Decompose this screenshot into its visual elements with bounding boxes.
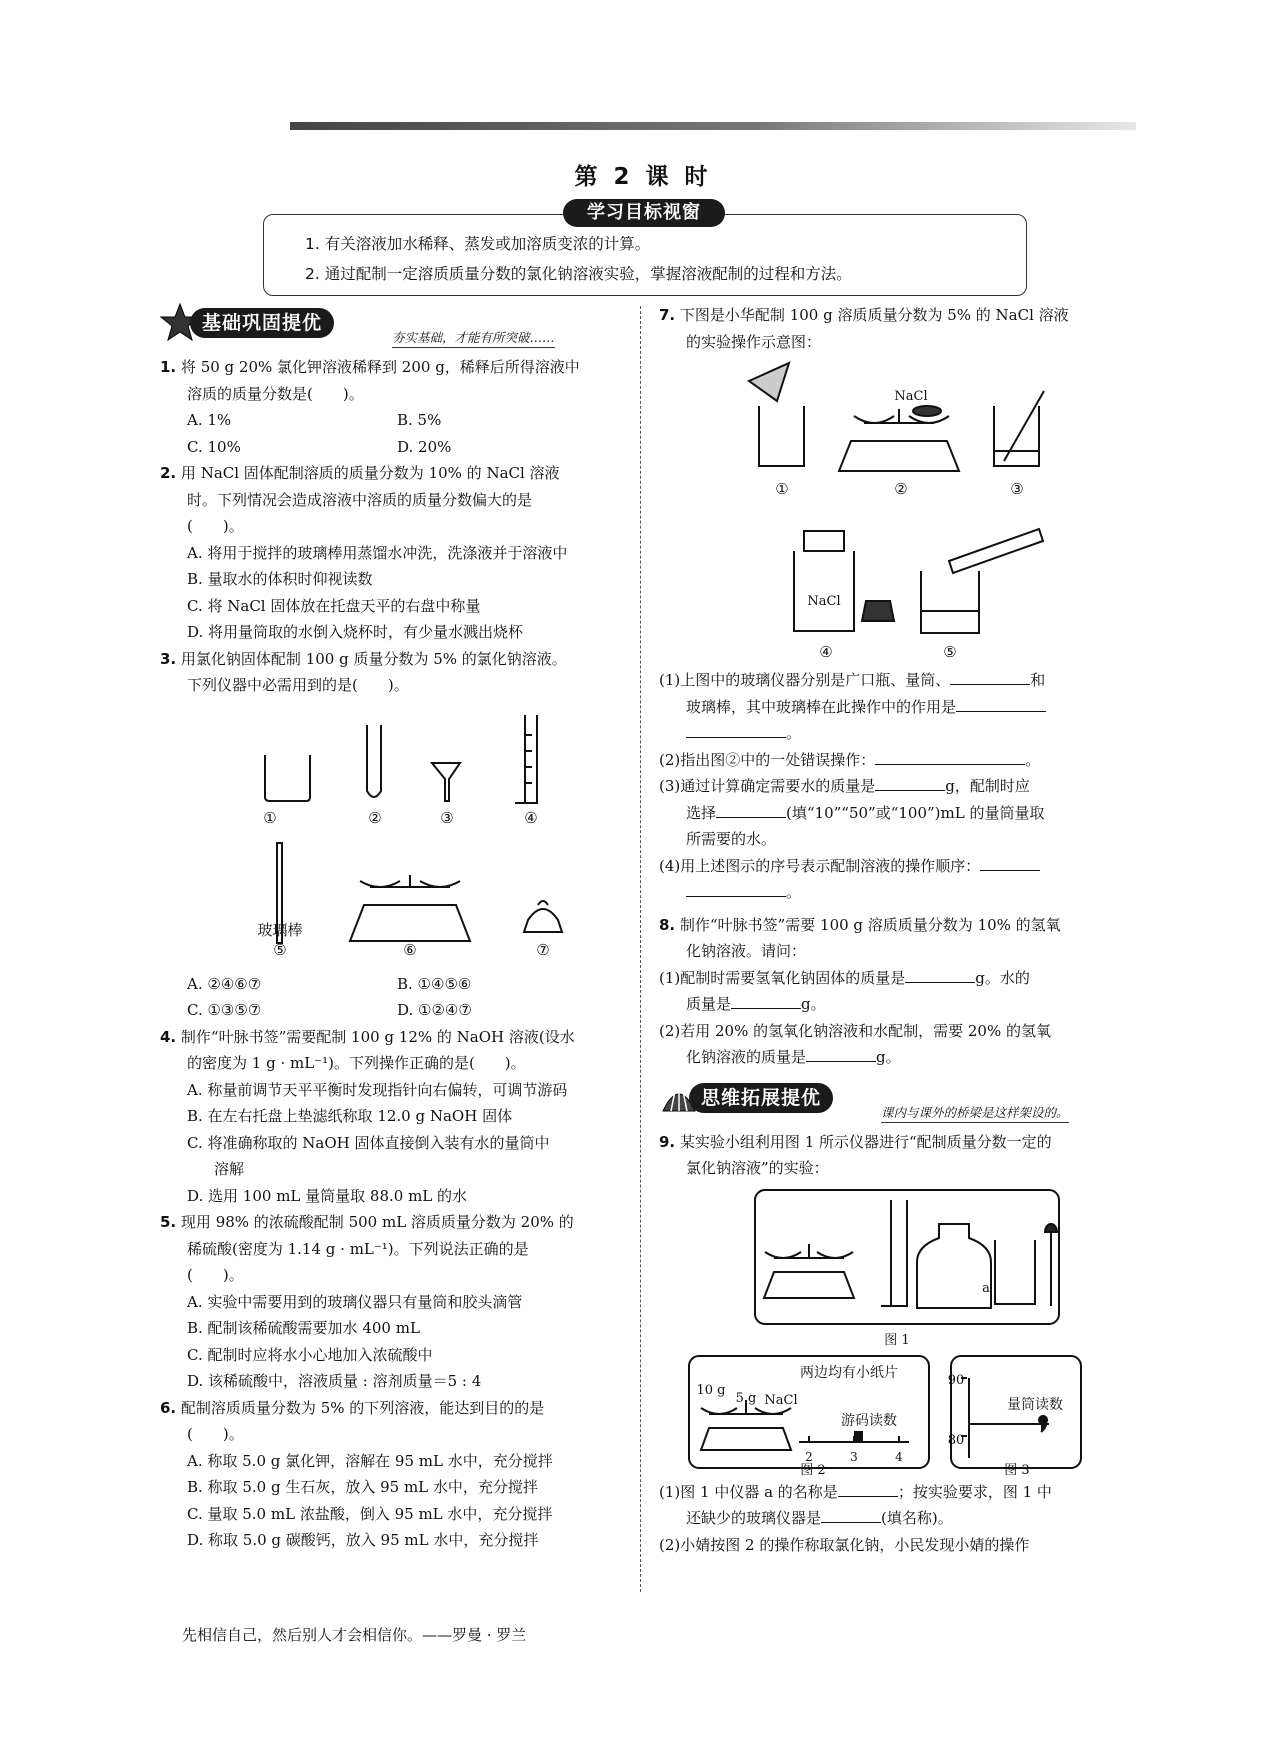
q3-line: 用氯化钠固体配制 100 g 质量分数为 5% 的氯化钠溶液。 (180, 649, 567, 668)
q7-label-1: ① (775, 480, 789, 498)
beaker-water (921, 571, 979, 633)
q7-sub3-text3: 选择 (686, 803, 717, 822)
q9-sub2-text: (2)小婧按图 2 的操作称取氯化钠，小民发现小婧的操作 (659, 1535, 1030, 1554)
fig3-caption: 图 3 (1004, 1462, 1030, 1478)
q7-line: 下图是小华配制 100 g 溶质质量分数为 5% 的 NaCl 溶液 (679, 306, 1069, 324)
q8-blank-1[interactable] (905, 966, 975, 983)
q8-sub1-text: (1)配制时需要氢氧化钠固体的质量是 (659, 968, 906, 987)
q3-label-7: ⑦ (536, 940, 550, 959)
q7-bottle-nacl: NaCl (807, 594, 841, 609)
balance-weighing (839, 441, 959, 471)
q3-option-b: B. ①④⑤⑥ (397, 974, 472, 993)
question-7 (659, 302, 1127, 906)
q4-line: 制作“叶脉书签”需要配制 100 g 12% 的 NaOH 溶液(设水 (180, 1027, 575, 1046)
q7-nacl-label: NaCl (894, 389, 928, 404)
objective-1: 1. 有关溶液加水稀释、蒸发或加溶质变浓的计算。 (305, 235, 651, 253)
fig1-label-a: a (982, 1280, 990, 1296)
q9-number: 9. (659, 1132, 676, 1151)
q4-option-c-cont: 溶解 (214, 1160, 245, 1178)
q7-blank-3[interactable] (686, 721, 786, 738)
q9-figures (659, 1188, 1127, 1478)
fig2-tick-4: 4 (895, 1449, 903, 1464)
question-1 (160, 354, 626, 460)
fig2-tick-3: 3 (850, 1449, 858, 1464)
q4-number: 4. (160, 1027, 177, 1046)
q1-option-d: D. 20% (397, 437, 452, 456)
q5-option-a: A. 实验中需要用到的玻璃仪器只有量筒和胶头滴管 (187, 1292, 523, 1311)
question-8 (659, 912, 1127, 1071)
q7-sub3-text4: (填“10”“50”或“100”)mL 的量筒量取 (786, 803, 1045, 822)
section-basic-subtitle: 夯实基础，才能有所突破…… (392, 328, 555, 348)
q7-label-5: ⑤ (943, 643, 957, 661)
q8-sub2-text2: 化钠溶液的质量是 (686, 1048, 807, 1066)
weights-box-shape (524, 901, 562, 932)
q3-label-1: ① (263, 808, 277, 827)
q3-label-3: ③ (440, 808, 454, 827)
q1-number: 1. (160, 358, 177, 376)
q9-sub1-text3: 还缺少的玻璃仪器是 (686, 1509, 822, 1527)
fig3-mark-80: 80 (947, 1432, 965, 1448)
q9-line: 氯化钠溶液”的实验： (686, 1159, 829, 1177)
q5-line: 现用 98% 的浓硫酸配制 500 mL 溶质质量分数为 20% 的 (180, 1213, 574, 1231)
q9-sub1-text: (1)图 1 中仪器 a 的名称是 (659, 1482, 838, 1501)
beaker-pour (759, 406, 804, 466)
fig2-weight-5g: 5 g (735, 1390, 757, 1406)
q2-line: 用 NaCl 固体配制溶质的质量分数为 10% 的 NaCl 溶液 (180, 464, 560, 482)
question-9 (659, 1129, 1127, 1559)
question-3 (160, 646, 626, 1024)
q7-period: 。 (786, 883, 802, 901)
q7-sub4-text: (4)用上述图示的序号表示配制溶液的操作顺序： (659, 856, 981, 875)
q7-sub3-text: (3)通过计算确定需要水的质量是 (659, 777, 876, 795)
q1-line: 将 50 g 20% 氯化钾溶液稀释到 200 g，稀释后所得溶液中 (180, 358, 580, 376)
q7-period: 。 (1025, 750, 1041, 769)
question-6 (160, 1395, 626, 1554)
q1-option-a: A. 1% (187, 411, 232, 429)
q9-sub1-text4: (填名称)。 (881, 1509, 953, 1527)
beaker-shape (265, 755, 310, 801)
q7-blank-4[interactable] (875, 748, 1025, 765)
fig2-caption: 图 2 (800, 1462, 826, 1478)
bottle-stopper (862, 601, 894, 621)
q9-blank-2[interactable] (821, 1506, 881, 1523)
q7-sub1-text: (1)上图中的玻璃仪器分别是广口瓶、量筒、 (659, 671, 951, 689)
q7-label-4: ④ (819, 643, 833, 661)
q8-blank-3[interactable] (806, 1045, 876, 1062)
q3-figure (160, 705, 626, 965)
q7-period: 。 (786, 724, 802, 742)
column-divider (640, 306, 641, 1592)
q8-line: 制作“叶脉书签”需要 100 g 溶质质量分数为 10% 的氢氧 (679, 915, 1061, 934)
q7-blank-5[interactable] (875, 774, 945, 791)
q6-option-d: D. 称取 5.0 g 碳酸钙，放入 95 mL 水中，充分搅拌 (187, 1531, 539, 1549)
q3-line: 下列仪器中必需用到的是( )。 (187, 676, 409, 694)
fig2-rider-reading: 游码读数 (841, 1412, 897, 1429)
fig2-tick-2: 2 (805, 1449, 813, 1464)
q7-sub1-text3: 玻璃棒，其中玻璃棒在此操作中的作用是 (686, 697, 957, 716)
q6-line: 配制溶质质量分数为 5% 的下列溶液，能达到目的的是 (180, 1398, 545, 1417)
q8-number: 8. (659, 915, 676, 934)
q7-label-3: ③ (1010, 480, 1024, 498)
test-tube-shape (367, 725, 381, 797)
q3-label-4: ④ (524, 808, 538, 827)
q2-number: 2. (160, 464, 177, 482)
balance-base (350, 905, 470, 941)
q4-option-a: A. 称量前调节天平平衡时发现指针向右偏转，可调节游码 (187, 1080, 568, 1099)
question-4 (160, 1024, 626, 1210)
q5-option-d: D. 该稀硫酸中，溶液质量 : 溶剂质量＝5 : 4 (187, 1372, 482, 1390)
q5-line: 稀硫酸(密度为 1.14 g · mL⁻¹)。下列说法正确的是 (187, 1239, 529, 1258)
q3-option-a: A. ②④⑥⑦ (187, 974, 262, 993)
fig2-paper-note: 两边均有小纸片 (800, 1364, 898, 1381)
section-extend-header (659, 1077, 1127, 1123)
q7-label-2: ② (894, 480, 908, 498)
fig3-mark-90: 90 (947, 1372, 965, 1388)
q8-sub1-text4: g。 (801, 995, 826, 1013)
fig2-weight-10g: 10 g (696, 1382, 726, 1398)
q2-option-d: D. 将用量筒取的水倒入烧杯时，有少量水溅出烧杯 (187, 623, 524, 641)
q7-number: 7. (659, 306, 676, 324)
q7-sub1-text2: 和 (1030, 671, 1046, 689)
q7-blank-8[interactable] (686, 880, 786, 897)
footer-quote: 先相信自己，然后别人才会相信你。——罗曼 · 罗兰 (182, 1626, 527, 1644)
q1-option-b: B. 5% (397, 411, 442, 429)
q6-option-c: C. 量取 5.0 mL 浓盐酸，倒入 95 mL 水中，充分搅拌 (187, 1504, 553, 1523)
objective-2: 2. 通过配制一定溶质质量分数的氯化钠溶液实验，掌握溶液配制的过程和方法。 (305, 265, 852, 283)
q7-blank-1[interactable] (950, 668, 1030, 685)
q2-option-c: C. 将 NaCl 固体放在托盘天平的右盘中称量 (187, 596, 481, 615)
cylinder-pour (949, 529, 1043, 573)
q1-line: 溶质的质量分数是( )。 (187, 384, 364, 403)
q5-option-b: B. 配制该稀硫酸需要加水 400 mL (187, 1319, 420, 1337)
q8-sub1-text2: g。水的 (975, 968, 1030, 987)
q7-sub3-text2: g，配制时应 (945, 777, 1030, 795)
beaker-stir (994, 406, 1039, 466)
q6-line: ( )。 (187, 1425, 244, 1443)
q8-sub1-text3: 质量是 (686, 995, 732, 1013)
q7-sub3-text5: 所需要的水。 (686, 830, 777, 848)
right-column (659, 302, 1127, 1558)
q6-option-b: B. 称取 5.0 g 生石灰，放入 95 mL 水中，充分搅拌 (187, 1478, 538, 1496)
q3-label-6: ⑥ (403, 940, 417, 959)
q3-apparatus-drawing (160, 705, 626, 965)
q9-blank-1[interactable] (838, 1480, 898, 1497)
q7-line: 的实验操作示意图： (686, 332, 822, 351)
left-column (160, 302, 626, 1554)
q6-number: 6. (160, 1398, 177, 1417)
q5-line: ( )。 (187, 1266, 244, 1284)
q7-blank-2[interactable] (956, 695, 1046, 712)
section-basic-title: 基础巩固提优 (190, 308, 334, 338)
q4-line: 的密度为 1 g · mL⁻¹)。下列操作正确的是( )。 (187, 1054, 526, 1072)
page-title: 第 2 课 时 (574, 164, 712, 190)
q9-line: 某实验小组利用图 1 所示仪器进行“配制质量分数一定的 (679, 1132, 1052, 1151)
q8-sub2-text: (2)若用 20% 的氢氧化钠溶液和水配制，需要 20% 的氢氧 (659, 1021, 1052, 1040)
question-5 (160, 1209, 626, 1395)
fig2-nacl: NaCl (764, 1392, 798, 1408)
q4-option-d: D. 选用 100 mL 量筒量取 88.0 mL 的水 (187, 1186, 468, 1205)
section-extend-subtitle: 课内与课外的桥梁是这样架设的。 (881, 1103, 1069, 1123)
section-basic-header (160, 302, 626, 348)
question-2 (160, 460, 626, 646)
q7-blank-7[interactable] (980, 854, 1040, 871)
q3-option-d: D. ①②④⑦ (397, 1001, 472, 1019)
wide-mouth-bottle (794, 531, 854, 631)
graduated-cylinder-shape (515, 715, 537, 803)
q8-sub2-text3: g。 (876, 1048, 901, 1066)
q9-sub1-text2: ；按实验要求，图 1 中 (897, 1482, 1052, 1501)
q3-label-2: ② (368, 808, 382, 827)
top-gradient-bar (290, 122, 1136, 130)
q5-number: 5. (160, 1213, 177, 1231)
section-extend-title: 思维拓展提优 (689, 1083, 833, 1113)
funnel-shape (432, 763, 460, 801)
q4-option-b: B. 在左右托盘上垫滤纸称取 12.0 g NaOH 固体 (187, 1107, 513, 1125)
q3-option-c: C. ①③⑤⑦ (187, 1001, 262, 1019)
q7-sub2-text: (2)指出图②中的一处错误操作： (659, 750, 876, 769)
q3-number: 3. (160, 649, 177, 668)
q2-line: 时。下列情况会造成溶液中溶质的质量分数偏大的是 (187, 490, 533, 509)
q2-option-a: A. 将用于搅拌的玻璃棒用蒸馏水冲洗，洗涤液并于溶液中 (187, 543, 568, 562)
fig3-cylinder-reading: 量筒读数 (1007, 1396, 1063, 1413)
objectives-banner: 学习目标视窗 (563, 199, 725, 227)
q5-option-c: C. 配制时应将水小心地加入浓硫酸中 (187, 1345, 433, 1364)
q6-option-a: A. 称取 5.0 g 氯化钾，溶解在 95 mL 水中，充分搅拌 (187, 1451, 553, 1470)
q7-blank-6[interactable] (716, 801, 786, 818)
q2-line: ( )。 (187, 517, 244, 535)
q1-option-c: C. 10% (187, 437, 241, 456)
fig1-caption: 图 1 (884, 1332, 910, 1348)
q3-label-5: ⑤ (273, 940, 287, 959)
q7-figure (659, 361, 1127, 661)
glass-rod-label: 玻璃棒 (257, 920, 303, 939)
q4-option-c: C. 将准确称取的 NaOH 固体直接倒入装有水的量筒中 (187, 1133, 550, 1152)
q8-line: 化钠溶液。请问： (686, 942, 807, 960)
q8-blank-2[interactable] (731, 992, 801, 1009)
q2-option-b: B. 量取水的体积时仰视读数 (187, 570, 373, 588)
